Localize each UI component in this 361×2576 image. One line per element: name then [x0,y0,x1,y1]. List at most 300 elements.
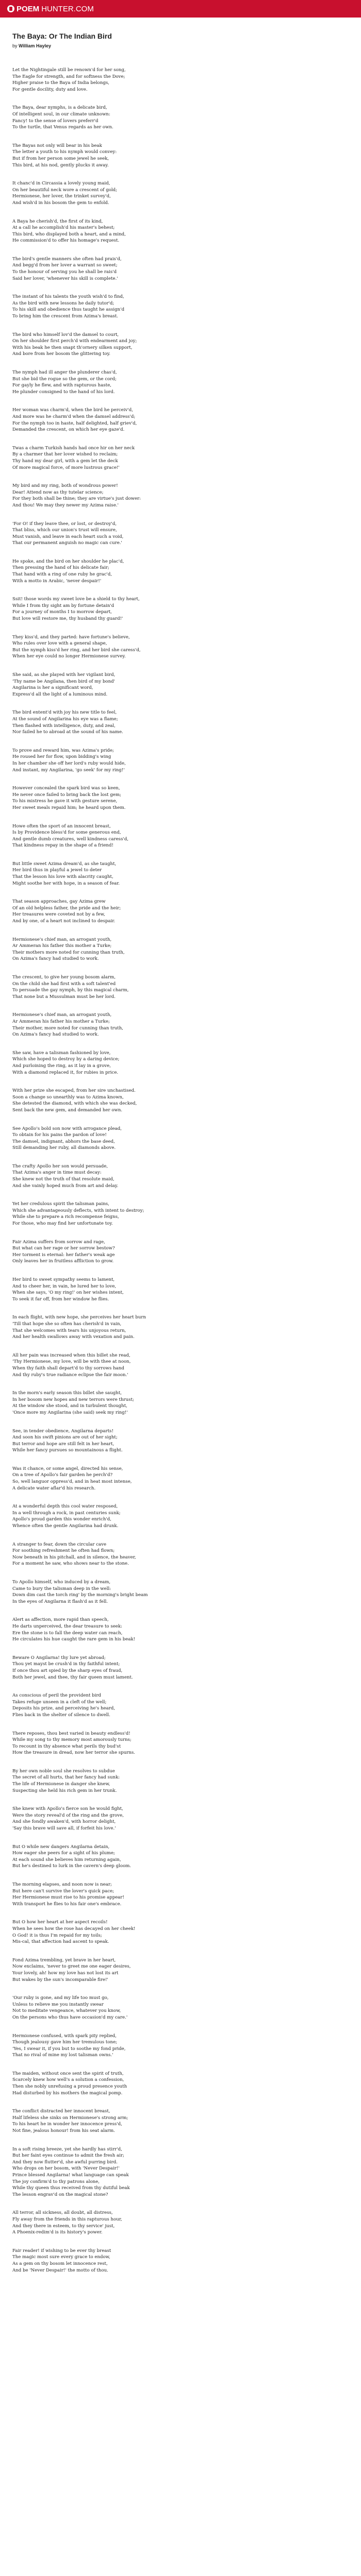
poem-line: Then pressing the hand of his delicate fair; [12,565,109,571]
poem-line: Hermionese confused, with spark pity replied, [12,2033,117,2039]
stanza [12,709,281,735]
poem-line: There reposes, thou best varied in beauty endless'd! [12,1731,130,1736]
stanza [12,748,281,773]
poem-line: For they both shall be thine; they are virtue's just dower: [12,496,141,502]
stanza [12,1390,281,1416]
poem-line: For soothing refreshment he often had flown; [12,1548,115,1554]
poem-line: Her torment is eternal: her father's weak age [12,1252,115,1258]
poem-line: Still demanding her ruby, all diamonds above. [12,1145,116,1151]
poem-line: All her pain was increased when this billet she read, [12,1352,130,1358]
poem-line: That season approaches, gay Azima grew [12,899,106,905]
stanza [12,1541,281,1567]
poem-line: To the honour of serving you he shall be rais'd [12,269,117,275]
poem-line: On Azima's fancy had studied to work. [12,956,99,962]
poem-line: 'Till that hope she so often has cherish'd in vain, [12,1321,122,1327]
poem-line: Sent back the new gem, and demanded her own. [12,1107,123,1113]
poem-line: Hermionese's chief man, an arrogant youth, [12,937,112,942]
poem-line: Their mothers more noted for cunning than truth, [12,950,125,955]
poem-line: Takes refuge unseen in a cleft of the well; [12,1699,107,1705]
poem-line: As a gem on thy bosom let innocence rest, [12,2261,108,2266]
stanza [12,2146,281,2198]
poem-line: But love will restore me, thy husband thy guard!' [12,616,123,622]
poem-line: For those, who may find her unfortunate toy. [12,1221,113,1227]
poem-line: That the lesson his love with alacrity caught, [12,874,113,880]
poem-line: Your lovely, ah! how my love has not lost its art [12,1970,119,1976]
logo-text: POEM [17,4,40,13]
poem-line: Mis-cal, that affection had ascent to speak. [12,1939,109,1945]
poem-line: With her prize she escaped, from her sire unchastised. [12,1088,136,1094]
poem-line: When she says, 'O my ring!' on her wishes intent, [12,1290,124,1296]
stanza [12,143,281,168]
stanza [12,1163,281,1189]
poem-line: To prove and reward him, was Azima's pride; [12,748,114,753]
poem-line: How eager she peers for a sight of his plume; [12,1851,115,1856]
poem-line: For the nymph too in haste, half delighted, half griev'd, [12,420,137,426]
poem-line: Scarcely knew how well's a solution a confession, [12,2077,124,2083]
poem-line: That no rival of mine my lost talisman owns.' [12,2053,113,2058]
stanza [12,1126,281,1151]
poem-line: On a tree of Apollo's fair garden he perch'd? [12,1472,113,1478]
poem-line: That kindness repay in the shape of a friend! [12,843,113,849]
stanza [12,974,281,1000]
poem-line: Her sweet meals repaid him; he heard upon them. [12,805,126,810]
poem-line: For gayly he flew, and with rapturous haste, [12,383,112,388]
poem-line: They kiss'd, and they parted: have fortune's believe, [12,634,130,640]
poem-line: Prince blessed Angilarna! what language can speak [12,2173,129,2178]
poem-line: He never once failed to bring back the lost gem; [12,792,121,798]
poem-line: Whence often the gentle Angilarina had drunk. [12,1523,119,1529]
stanza [12,256,281,282]
poem-line: He commission'd to offer his homage's request. [12,238,120,244]
poem-line: Might soothe her with hope, in a season of fear. [12,880,120,886]
poem-line: But terror and hope are still felt in her heart, [12,1441,114,1447]
poem-line: See Apollo's bold son now with arrogance plead, [12,1126,122,1131]
poem-line: The conflict distracted her innocent breast, [12,2109,110,2114]
poem-line: And by one, of a heart not inclined to despair. [12,919,116,924]
poem-line: But he's destined to lurk in the cavern's deep gloom. [12,1863,132,1869]
poem-line: And thy ruby's true radiance eclipse the fair moon.' [12,1372,128,1378]
poem-line: And soon his swift pinions are out of her sight; [12,1435,118,1440]
poem-line: A Phoenix-redim'd is its history's power. [12,2230,103,2235]
poem-line: Half lifeless she sinks on Hermionese's strong arm; [12,2115,128,2121]
poem-line: The morning elapses, and noon now is near; [12,1882,112,1887]
poem-line: The crescent, to give her young bosom alarm, [12,975,116,980]
poem-line: On her beautiful neck wore a crescent of gold; [12,187,118,193]
poem-line: To obtain for his pains the pardon of love! [12,1132,107,1138]
poem-line: Then she nobly unrefusing a proud presence youth [12,2084,127,2090]
stanza [12,1655,281,1681]
poem-line: Only leaves her in fruitless affliction to grow. [12,1259,114,1264]
logo-icon [7,5,14,12]
poem-line: Of an old helpless father, the pride and the heir; [12,905,121,911]
poem-line: The Eagle for strength, and for softness the Dove; [12,74,125,79]
poem-line: She said, as she played with her vigilant bird, [12,672,116,677]
stanza [12,1012,281,1038]
poem-line: At a call he accomplish'd his master's behest; [12,225,115,231]
poem-line: On the child she had first with a soft talent'ed [12,981,116,987]
poem-line: Which she advantageously deflects, with intent to destroy; [12,1208,144,1213]
author-link[interactable]: William Hayley [19,43,51,48]
poem-line: Who drops on her bosom, with 'Never Despair!' [12,2166,120,2172]
poem-line: And be 'Never Despair!' the motto of thou. [12,2267,108,2273]
poem-line: Deposits his prize, and perceiving he's heard, [12,1706,116,1711]
poem-line: By a charmer that her lover wished to reclaim; [12,452,118,457]
poem-line: The magic most sure every grace to endow, [12,2255,110,2260]
poem-line: O God! it is thus I'm repaid for my toils; [12,1933,102,1938]
stanza [12,180,281,206]
poem-line: The bird's gentle manners she often had prais'd, [12,256,122,262]
stanza [12,294,281,319]
poem-line: All terror, all sickness, all doubt, all distress, [12,2210,113,2216]
poem-line: Had disturbed by his mothers the magical pomp. [12,2090,123,2096]
poem-line: And they now flutter'd, she awful purring bird. [12,2159,118,2165]
poem-line: To his skill and obedience thus taught he assign'd [12,307,125,313]
poem-line: Flies back in the shelter of silence to dwell. [12,1712,110,1718]
stanza [12,1806,281,1832]
poem-line: That our permanent anguish no magic can cure.' [12,540,122,546]
poem-line: However concealed the spark bird was so keen, [12,786,120,791]
poem-line: In the morn's early season this billet she saught, [12,1391,122,1396]
poem-line: In the eyes of Angilarna it flash'd as it fell. [12,1599,108,1604]
poem-line: This bird, who displayed both a heart, and a mind, [12,231,126,237]
poem-line: But the nymph kiss'd her ring, and her bird she caress'd, [12,647,141,653]
stanza [12,558,281,584]
poem-line: Were the story reveal'd of the ring and the grove, [12,1812,124,1818]
poem-line: But her faint eyes continue to admit the fresh air; [12,2153,124,2159]
poem-line: The instant of his talents the youth wish'd to find, [12,294,124,300]
poem-line: So, well languor oppress'd, and in heat most intense, [12,1479,132,1485]
poem-line: The letter a youth to his nymph would convey: [12,149,117,155]
stanza [12,1352,281,1378]
stanza [12,1579,281,1605]
poem-line: Twas a charm Turkish hands had once hir on her neck [12,445,135,451]
poem-line: Higher praise to the Baya of India belongs, [12,80,110,86]
poem-line: It chanc'd in Circassia a lovely young maid, [12,181,110,187]
poem-line: And they there in esteem, to thy service' just, [12,2223,115,2229]
poem-line: A Baya he cherish'd, the first of its kind, [12,218,103,224]
poem-line: Fly away from the friends in this rapturous hour, [12,2216,122,2222]
stanza [12,483,281,509]
stanza [12,861,281,887]
poem-line: She knew with Apollo's fierce son he would fight, [12,1806,123,1812]
poem-line: Ar Ammeran his father his mother a Turke; [12,1019,110,1024]
poem-line: Said her lover, 'whenever his skill is complete.' [12,276,118,281]
stanza [12,1919,281,1945]
poem-line: To seek it far off, from her window he flies. [12,1296,109,1302]
stanza [12,407,281,433]
poem-line: See, in tender obedience, Angilarna departs! [12,1428,114,1434]
poem-line: If once thou art spied by the sharp eyes of fraud, [12,1668,123,1673]
poem-line: Apollo's proud garden this wonder enrich'd, [12,1517,111,1522]
poem-line: With his beak he then snapt th'ornery silken support, [12,345,133,350]
stanza [12,596,281,622]
poem-line: To his heart he in wonder her innocence press'd, [12,2122,122,2127]
poem-line: Her woman was charm'd, when the bird he perceiv'd, [12,408,133,413]
stanza [12,1995,281,2021]
poem-line: Fancy! to the sense of lovers preferr'd [12,118,99,124]
stanza [12,218,281,244]
poem-line: On her shoulder first perch'd with endearment and joy; [12,338,137,344]
stanza [12,1957,281,1983]
stanza [12,1882,281,1907]
stanza [12,1428,281,1454]
stanza [12,105,281,130]
poem-line: And wish'd in his bosom the gem to enfold. [12,200,109,206]
stanza [12,1277,281,1302]
poem-line: 'For O! if they leave thee, or lost, or destroy'd, [12,521,117,527]
poem-line: Not to meditate vengeance, whatever you know, [12,2008,121,2014]
stanza [12,1466,281,1492]
poem-line: And begg'd from her lover a warrant so sweet; [12,263,118,268]
poem-line: But wakes by the sun's incomparable fire!' [12,1977,108,1982]
poem-line: My bird and my ring, both of wondrous power! [12,483,118,489]
poem-line: Ssit! those words my sweet love be a shield to thy heart, [12,597,140,602]
poem-line: With a motto in Arabic, 'never despair!' [12,578,102,584]
poem-line: But she bid the rogue so the gem, or the cord; [12,376,117,382]
poem-line: To the turtle, that Venus regards as her own. [12,125,113,130]
stanza [12,1050,281,1076]
stanza [12,1844,281,1870]
poem-line: Of more magical force, of more lustrous grace!' [12,465,120,470]
poem-line: Soon a change so unearthly was to Azima known, [12,1094,124,1100]
poem-line: Fair Azima suffers from sorrow and rage, [12,1239,105,1245]
poem-line: While her fancy pursues so mountainous a flight. [12,1448,123,1453]
poem-line: At each sound she believes him returning again, [12,1857,121,1862]
poem-line: Unless to relieve me you instantly swear [12,2002,104,2007]
poem-line: Not fine, jealous honour! from his seat alarm. [12,2128,115,2134]
poem-line: He plunder consigned to the hand of his lord. [12,389,115,395]
stanza [12,1692,281,1718]
stanza [12,521,281,547]
poem-line: In a soft rising breeze, yet she hardly has stirr'd, [12,2146,122,2152]
poem-line: And she fondly awaken'd, with horror delight, [12,1819,116,1825]
poem-line: Ar Ammeran his father this mother a Turke; [12,943,112,949]
poem-line: In a well through a rock, in past centuries sunk; [12,1510,121,1516]
poem-line: Beware O Angilarna! thy lure yet abroad; [12,1655,106,1660]
poem-line: To recount in thy absence what perils thy bud'st [12,1743,121,1749]
by-label: by [12,43,18,48]
poem-line: Fair reader! if wishing to be ever thy breast [12,2248,111,2253]
poem-line: 'Once more my Angilarina (she said) seek my ring!' [12,1410,128,1415]
poem-line: To bring him the crescent from Azima's breast. [12,314,119,319]
poem-line: And instant, my Angilarina, 'go seek' for my ring!' [12,767,125,773]
poem-line: At the sound of Angilarina his eye was a flame; [12,716,118,722]
poem-line: He circulates his hue caught the rare gem in his beak! [12,1637,136,1642]
poem-line: He roused her for flow, upon bidding's wing [12,754,111,760]
stanza [12,332,281,358]
poem-line: She detested the diamond, with which she was decked, [12,1101,137,1107]
poem-line: This bird, at his nod, gently plucks it away. [12,162,109,168]
poem-line: For a journey of months I to morrow depart, [12,609,112,615]
poem-line: In her chamber she off her lord's ruby would hide, [12,760,126,766]
poem-content [0,18,281,2274]
stanza [12,1768,281,1794]
poem-line: While she to prepare a rich recompense feigns, [12,1214,119,1220]
stanza [12,2210,281,2235]
poem-line: The damsel, indignant, abhors the base deed, [12,1139,115,1144]
poem-line: Nor failed he to abroad at the sound of his name. [12,730,123,735]
stanza [12,67,281,93]
poem-line: Her Hermionese must rise to his promise appear! [12,1895,124,1901]
poem-line: Now beneath in his pitchall, and in silence, the heaver, [12,1554,136,1560]
poem-line: The joy confirm'd to thy patrons alone, [12,2179,100,2184]
poem-line: For gentle docility, duty and love. [12,87,88,92]
stanza [12,823,281,849]
poem-line: Which she hoped to destroy by a daring device; [12,1057,120,1062]
poem-line: With a diamond replaced it, for rubies in price. [12,1070,119,1075]
stanza [12,1239,281,1265]
stanza [12,1088,281,1113]
logo-text-2: HUNTER.COM [41,4,94,13]
poem-line: When thy faith shall depart'd to thy sorrows hand [12,1365,124,1371]
author-line [12,43,281,48]
poem-line: He spoke, and the bird on her shoulder he plac'd, [12,558,124,564]
poem-line: Ere the stone is to fall the deep water can reach, [12,1630,123,1636]
poem-line: Suspecting she held his rich gem in her trunk. [12,1788,117,1793]
stanza [12,369,281,395]
poem-line: Fond Azima trembling, yet brave in her heart, [12,1957,116,1963]
poem-line: Who rules over love with a general shape, [12,641,107,647]
poem-line: Angilarina is her a significant word, [12,685,93,691]
stanza [12,937,281,962]
poem-line: Express'd all the light of a luminous mind. [12,691,108,697]
poem-line: Must vanish, and leave in each heart such a void, [12,534,124,539]
poem-line: While my song to thy memory most amorously turns; [12,1737,132,1743]
poem-line: And bore from her bosom the glittering toy. [12,351,111,357]
site-logo[interactable] [7,5,94,13]
poem-line: That she welcomes with tears his unjoyous return, [12,1328,126,1333]
poem-line: And her health swallows away with vexation and pain. [12,1334,135,1340]
poem-line: And to cheer her, in vain, he lured her to love, [12,1283,117,1289]
stanza [12,672,281,698]
poem-line: She saw, have a talisman fashioned by love, [12,1050,111,1056]
poem-line: At the window she stood, and in turbulent thought, [12,1403,127,1409]
stanza [12,1314,281,1340]
poem-line: On the persons who thus have occasion'd my care.' [12,2014,128,2020]
poem-line: For a moment he saw, who shows near to the stone. [12,1561,129,1567]
poem-line: He darts unperceived, the dear treasure to seek: [12,1623,122,1629]
stanza [12,2108,281,2134]
poem-line: But here can't survive the lover's quick pace; [12,1888,114,1894]
site-header [0,0,361,18]
poem-line: That none but a Mussulman must be her lord. [12,994,116,999]
poem-line: Thy hand my dear girl, with a gem let the deck [12,458,118,464]
poem-line: Their mother, more noted for cunning than truth, [12,1025,124,1031]
poem-line: That Azima's anger in time must decay: [12,1170,102,1176]
poem-line: The bird entent'd with joy his new title to feel, [12,710,117,716]
poem-line: And more was he charm'd when the damsel address'd; [12,414,136,419]
poem-line: To Apollo himself, who induced by a dream, [12,1580,111,1585]
poem-line: Now exclaims, 'never to greet me one eager desires, [12,1964,131,1970]
poem-line: Of intelligent soul, in our climate unknown: [12,111,110,117]
poem-line: 'Say this brave will save all, if forfeit his love.' [12,1826,116,1832]
stanza [12,785,281,811]
poem-line: As conscious of peril the provident bird [12,1693,102,1699]
poem-line: But if from her person some jewel he seek, [12,156,109,161]
poem-line: How the treasure in dread, now her terror she spurns. [12,1750,136,1756]
poem-line: The Bayas not only will bear in his beak [12,143,102,148]
poem-line: On Azima's fancy had studied to work. [12,1032,99,1038]
poem-line: And thou! We may they newer my Azima raise.' [12,502,119,508]
stanza [12,445,281,471]
poem-line: While I from thy sight am by fortune detain'd [12,603,114,608]
poem-line: But little sweet Azima dream'd, as she taught, [12,861,117,867]
poem-line: Both her jewel, and thee, thy fair queen must lament. [12,1674,133,1680]
poem-line: In each flight, with new hope, she perceives her heart burn [12,1315,146,1320]
poem-line: 'Thy Hermionese, my love, will be with thee at noon, [12,1359,131,1365]
poem-line: Thou yet mayst be crush'd in thy faithful intent; [12,1662,120,1667]
poem-line: Was it chance, or some angel, directed his sense, [12,1466,123,1471]
stanza [12,2071,281,2096]
poem-line: While thy queen thus received from thy dutiful beak [12,2185,130,2191]
poem-line: And gentle dumb creatures, well kindness caress'd, [12,836,129,842]
poem-line: Dear! Attend now as thy tutelar science; [12,489,104,495]
poem-line: In her bosom new hopes and new terrors were thrust; [12,1397,134,1402]
poem-line: But O while new dangers Angilarna detain, [12,1844,110,1850]
stanza [12,2033,281,2059]
poem-line: To persuade the gay nymph, by this magical charm, [12,988,129,993]
poem-line: With transport he flies to his fair one's embrace. [12,1901,122,1907]
poem-line: Alert as affection, more rapid than speech, [12,1617,109,1623]
poem-line: Howe often the sport of an innocent breast, [12,823,111,829]
poem-line: Demanded the crescent, on which her eye gaze'd. [12,427,125,433]
poem-line: The Baya, dear nymphs, is a delicate bird, [12,105,107,111]
stanza [12,1617,281,1642]
poem-line: That bliss, which our union's trust will ensure, [12,528,117,533]
poem-line: The maiden, without once sent the spirit of truth, [12,2071,124,2076]
poem-line: Yet her credulous spirit the talisman pains, [12,1201,109,1207]
poem-line: Came to bury the talisman deep in the well: [12,1586,111,1591]
poem-line: Down dim cast the torch ring' by the morning's bright beam [12,1592,148,1598]
poem-line: At a wonderful depth this cool water resposed, [12,1504,118,1510]
stanza [12,1201,281,1227]
poem-line: The nymph had ill anger the plunderer chas'd, [12,370,117,375]
poem-line: And she vainly hoped much from art and delay. [12,1183,119,1189]
stanza [12,899,281,924]
poem-line: A delicate water aflar'd his research. [12,1485,96,1491]
poem-line: That hand with a ring of one ruby he grac'd, [12,572,112,578]
poem-line: The lesson engrav'd on the magical stone? [12,2192,108,2197]
poem-line: The secret of all hurts, that her fancy had sunk: [12,1775,120,1781]
poem-line: The crafty Apollo her son would persuade, [12,1163,108,1169]
stanza [12,1503,281,1529]
poem-line: And purloining the ring, as it lay in a grove, [12,1063,111,1069]
poem-line: Her bird to sweet sympathy seems to lament, [12,1277,115,1282]
poem-line: The bird who himself lov'd the damsel to court, [12,332,119,337]
poem-line: 'Yes, I swear it, if you but to soothe my fond pride, [12,2046,126,2052]
poem-line: A stranger to fear, down the circular cave [12,1541,107,1547]
poem-line: Is by Providence bless'd for some generous end, [12,830,121,836]
poem-line: As the bird with new lessons he daily tutor'd; [12,300,114,306]
poem-line: But O how her heart at her aspect recoils! [12,1920,108,1925]
poem-line: Let the Nightingale still be renown'd for her song, [12,67,126,73]
poem-line: But what can her rage or her sorrow bestow? [12,1246,115,1251]
poem-title: The Baya: Or The Indian Bird [12,32,112,40]
poem-line: 'Our ruby is gone, and my life too must go, [12,1995,109,2001]
poem-line: The life of Hermionese in danger she knew, [12,1782,110,1787]
stanza [12,2248,281,2274]
poem-line: Her bird thus in playful a jewel to deter [12,868,102,873]
poem-line: When he sees how the rose has decayed on her cheek! [12,1926,136,1931]
stanza [12,634,281,660]
poem-line: Though jealousy gave him her tremulous tone; [12,2040,118,2045]
stanza [12,1731,281,1756]
poem-line: Hermionese, her lover, the trinket survey'd, [12,194,111,199]
poem-line: Her treasures were coveted not by a few, [12,912,105,918]
poem-line: To his mistress he gave it with gesture serene, [12,799,118,804]
poem-line: She knew not the truth of that resolute maid, [12,1177,114,1182]
poem-line: Then flashed with intelligence, duty, and zeal, [12,723,116,728]
